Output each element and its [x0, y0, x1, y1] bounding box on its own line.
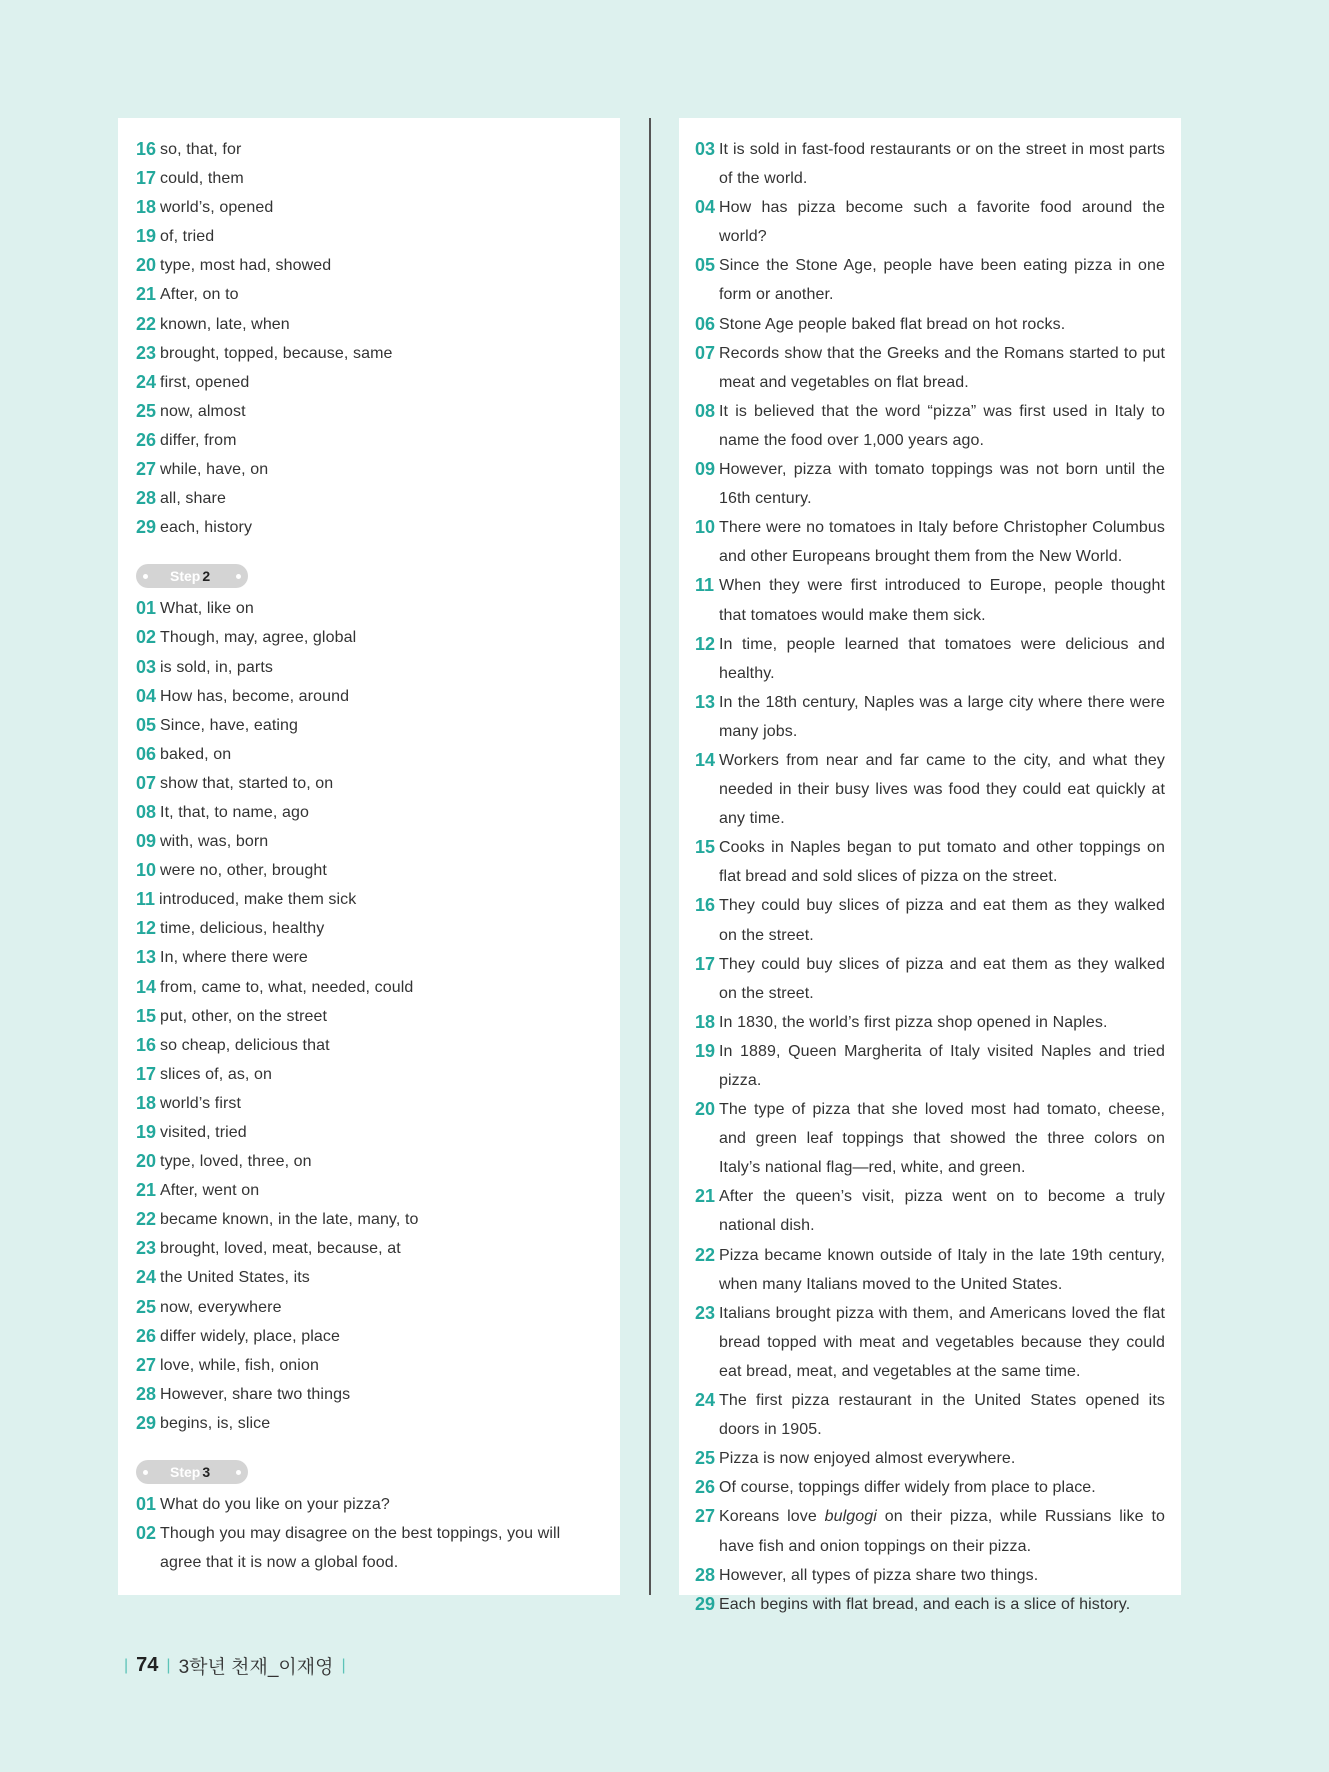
list-item — [695, 950, 1165, 1008]
badge-dot-icon — [236, 1470, 241, 1475]
item-number: 20 — [695, 1099, 716, 1120]
list-item — [136, 339, 602, 368]
item-number: 01 — [136, 1494, 157, 1515]
item-number: 25 — [695, 1448, 716, 1469]
item-text: What, like on — [160, 600, 254, 618]
item-text: while, have, on — [160, 461, 269, 479]
item-text: the United States, its — [160, 1269, 310, 1287]
item-number: 24 — [136, 1267, 157, 1288]
footer-separator: | — [166, 1656, 171, 1674]
item-text: now, almost — [160, 402, 246, 420]
item-text: Each begins with flat bread, and each is a slice of history. — [719, 1595, 1131, 1613]
item-number: 10 — [695, 517, 716, 538]
item-number: 26 — [695, 1477, 716, 1498]
list-item — [695, 397, 1165, 455]
item-number: 13 — [695, 691, 716, 712]
footer-separator: | — [124, 1656, 129, 1674]
item-number: 21 — [136, 1180, 157, 1201]
item-number: 21 — [136, 284, 157, 305]
item-number: 28 — [136, 488, 157, 509]
list-item — [136, 943, 602, 972]
item-text: After, went on — [160, 1182, 260, 1200]
item-number: 24 — [695, 1390, 716, 1411]
item-text: When they were first introduced to Europe, people thought that tomatoes would make them sick. — [719, 577, 1165, 624]
list-item — [695, 135, 1165, 193]
list-item — [136, 885, 602, 914]
list-item — [695, 1095, 1165, 1182]
item-number: 29 — [695, 1593, 716, 1614]
item-text: Cooks in Naples began to put tomato and other toppings on flat bread and sold slices of pizza on the street. — [719, 839, 1165, 886]
item-text: Italians brought pizza with them, and Americans loved the flat bread topped with meat and vegetables because they could eat bread, meat, and vegetables at the same time. — [719, 1304, 1165, 1380]
list-item — [136, 1351, 602, 1380]
item-text: Records show that the Greeks and the Romans started to put meat and vegetables on flat bread. — [719, 344, 1165, 391]
item-number: 19 — [136, 1122, 157, 1142]
item-text-part: Koreans love — [719, 1508, 825, 1526]
list-item — [136, 653, 602, 682]
list-item — [695, 1241, 1165, 1299]
list-item — [136, 1519, 602, 1577]
answer-list-step2 — [136, 594, 602, 1438]
item-number: 04 — [695, 197, 716, 218]
item-number: 18 — [136, 1092, 157, 1113]
list-item — [136, 623, 602, 652]
item-text: In the 18th century, Naples was a large city where there were many jobs. — [719, 693, 1165, 740]
item-number: 22 — [695, 1244, 716, 1265]
list-item — [695, 746, 1165, 833]
list-item — [695, 251, 1165, 309]
item-text: so cheap, delicious that — [160, 1036, 330, 1054]
item-number: 17 — [136, 1063, 157, 1084]
item-text: How has, become, around — [160, 687, 350, 705]
step-number: 2 — [202, 568, 211, 585]
item-number: 06 — [695, 313, 716, 334]
item-number: 28 — [136, 1383, 157, 1404]
item-number: 25 — [136, 1296, 157, 1317]
list-item — [695, 1473, 1165, 1502]
list-item — [136, 1176, 602, 1205]
item-text: Pizza became known outside of Italy in the late 19th century, when many Italians moved to the United States. — [719, 1246, 1165, 1293]
item-number: 17 — [136, 168, 157, 189]
list-item — [695, 1386, 1165, 1444]
item-text: In 1889, Queen Margherita of Italy visited Naples and tried pizza. — [719, 1042, 1165, 1089]
item-number: 03 — [695, 139, 716, 159]
list-item — [695, 1182, 1165, 1240]
step-label: Step — [170, 1464, 201, 1481]
badge-dot-icon — [236, 574, 241, 579]
item-text: begins, is, slice — [160, 1414, 271, 1432]
list-item — [136, 193, 602, 222]
item-number: 08 — [695, 400, 716, 421]
item-text: Pizza is now enjoyed almost everywhere. — [719, 1450, 1016, 1468]
list-item — [136, 251, 602, 280]
list-item — [136, 740, 602, 769]
item-text: Though you may disagree on the best toppings, you will agree that it is now a global food. — [160, 1525, 561, 1572]
item-text: put, other, on the street — [160, 1007, 328, 1025]
list-item — [136, 711, 602, 740]
list-item — [695, 193, 1165, 251]
list-item — [136, 455, 602, 484]
item-text: brought, loved, meat, because, at — [160, 1240, 401, 1258]
item-number: 26 — [136, 429, 157, 450]
page-footer — [116, 1652, 354, 1679]
column-divider — [649, 118, 651, 1595]
item-text: After the queen’s visit, pizza went on to become a truly national dish. — [719, 1188, 1165, 1235]
item-number: 08 — [136, 801, 157, 822]
list-item — [695, 1008, 1165, 1037]
item-text: However, all types of pizza share two things. — [719, 1566, 1039, 1584]
item-number: 20 — [136, 255, 157, 276]
list-item — [695, 1444, 1165, 1473]
right-answer-panel — [679, 118, 1181, 1614]
list-item — [695, 571, 1165, 629]
item-text: could, them — [160, 170, 244, 188]
item-text: After, on to — [160, 286, 239, 304]
list-item — [136, 594, 602, 623]
item-text: Though, may, agree, global — [160, 629, 357, 647]
item-text: In 1830, the world’s first pizza shop opened in Naples. — [719, 1013, 1108, 1031]
item-text: However, pizza with tomato toppings was not born until the 16th century. — [719, 461, 1165, 508]
list-item — [136, 1147, 602, 1176]
item-number: 14 — [695, 749, 716, 770]
item-number: 27 — [136, 1354, 157, 1375]
item-number: 02 — [136, 627, 157, 648]
item-text: What do you like on your pizza? — [160, 1496, 390, 1514]
list-item — [136, 827, 602, 856]
left-answer-panel — [118, 118, 620, 1595]
list-item — [695, 455, 1165, 513]
list-item — [695, 1502, 1165, 1560]
list-item — [136, 914, 602, 943]
item-number: 26 — [136, 1325, 157, 1346]
item-text: The type of pizza that she loved most had tomato, cheese, and green leaf toppings that showed the three colors on Italy’s national flag—red, white, and green. — [719, 1101, 1165, 1177]
list-item — [136, 856, 602, 885]
item-text: In time, people learned that tomatoes were delicious and healthy. — [719, 635, 1165, 682]
item-text: visited, tried — [160, 1124, 247, 1141]
item-number: 07 — [136, 772, 157, 793]
list-item — [695, 630, 1165, 688]
item-text: How has pizza become such a favorite food around the world? — [719, 199, 1165, 246]
list-item — [136, 368, 602, 397]
item-text: In, where there were — [160, 949, 308, 967]
item-number: 04 — [136, 685, 157, 706]
item-number: 23 — [136, 1238, 157, 1259]
item-text: world’s first — [160, 1094, 242, 1112]
item-text: slices of, as, on — [160, 1065, 273, 1083]
badge-dot-icon — [143, 1470, 148, 1475]
item-text-part: on their pizza, while Russians like to have fish and onion toppings on their pizza. — [719, 1508, 1165, 1555]
item-text: However, share two things — [160, 1385, 351, 1403]
item-text: The first pizza restaurant in the United States opened its doors in 1905. — [719, 1392, 1165, 1439]
item-text: all, share — [160, 490, 226, 508]
item-text: is sold, in, parts — [160, 658, 273, 676]
list-item — [136, 513, 602, 542]
list-item — [695, 339, 1165, 397]
item-text: known, late, when — [160, 315, 290, 333]
item-number: 14 — [136, 976, 157, 997]
step-label: Step — [170, 568, 201, 585]
list-item — [136, 426, 602, 455]
list-item — [695, 891, 1165, 949]
item-number: 10 — [136, 860, 157, 881]
item-text: It, that, to name, ago — [160, 803, 309, 821]
item-number: 23 — [695, 1302, 716, 1323]
list-item — [136, 769, 602, 798]
list-item — [695, 1561, 1165, 1590]
item-text: world’s, opened — [160, 199, 274, 217]
list-item — [136, 1118, 602, 1147]
item-text: brought, topped, because, same — [160, 344, 393, 362]
list-item — [136, 1409, 602, 1438]
item-number: 16 — [695, 895, 716, 916]
item-number: 29 — [136, 1412, 157, 1433]
item-text: became known, in the late, many, to — [160, 1211, 419, 1229]
item-text: They could buy slices of pizza and eat them as they walked on the street. — [719, 897, 1165, 944]
item-number: 22 — [136, 313, 157, 334]
item-number: 18 — [136, 197, 157, 218]
list-item — [136, 164, 602, 193]
item-text: so, that, for — [160, 141, 242, 158]
step-2-badge — [136, 564, 248, 588]
step-3-badge — [136, 1460, 248, 1484]
list-item — [136, 1490, 602, 1519]
list-item — [136, 1089, 602, 1118]
item-number: 15 — [695, 837, 716, 858]
answer-list-step1 — [136, 135, 602, 542]
item-number: 03 — [136, 656, 157, 677]
item-text: love, while, fish, onion — [160, 1356, 319, 1374]
list-item — [136, 1322, 602, 1351]
list-item — [136, 1234, 602, 1263]
item-number: 23 — [136, 342, 157, 363]
list-item — [695, 513, 1165, 571]
item-text: Since the Stone Age, people have been eating pizza in one form or another. — [719, 257, 1165, 304]
item-text: They could buy slices of pizza and eat them as they walked on the street. — [719, 955, 1165, 1002]
item-number: 21 — [695, 1186, 716, 1207]
item-number: 07 — [695, 342, 716, 363]
item-number: 17 — [695, 953, 716, 974]
item-text: were no, other, brought — [160, 862, 327, 880]
list-item — [695, 310, 1165, 339]
item-number: 28 — [695, 1564, 716, 1585]
list-item — [136, 1031, 602, 1060]
list-item — [136, 222, 602, 251]
item-text: Of course, toppings differ widely from place to place. — [719, 1479, 1096, 1497]
item-number: 01 — [136, 598, 157, 619]
list-item — [136, 1263, 602, 1292]
list-item — [695, 1299, 1165, 1386]
item-number: 29 — [136, 517, 157, 538]
item-number: 05 — [136, 714, 157, 735]
item-text: It is believed that the word “pizza” was first used in Italy to name the food over 1,000 years ago. — [719, 402, 1165, 449]
item-text: from, came to, what, needed, could — [160, 978, 414, 996]
item-number: 16 — [136, 139, 157, 159]
page-number: 74 — [136, 1654, 159, 1676]
item-number: 11 — [136, 889, 156, 910]
item-number: 16 — [136, 1034, 157, 1055]
list-item — [136, 682, 602, 711]
badge-dot-icon — [143, 574, 148, 579]
item-text: baked, on — [160, 745, 232, 763]
item-text: each, history — [160, 519, 253, 537]
book-title: 3학년 천재_이재영 — [178, 1657, 334, 1678]
list-item — [136, 310, 602, 339]
item-number: 12 — [695, 633, 716, 654]
item-text: There were no tomatoes in Italy before Christopher Columbus and other Europeans brought them from the New World. — [719, 519, 1165, 566]
answer-list-step3 — [136, 1490, 602, 1577]
item-number: 22 — [136, 1209, 157, 1230]
item-text: now, everywhere — [160, 1298, 282, 1316]
item-number: 11 — [695, 575, 715, 596]
item-text-italic: bulgogi — [824, 1508, 877, 1526]
item-number: 05 — [695, 255, 716, 276]
item-number: 27 — [695, 1506, 716, 1527]
list-item — [695, 1590, 1165, 1619]
sentence-list — [695, 135, 1165, 1619]
item-text: Since, have, eating — [160, 716, 299, 734]
item-number: 24 — [136, 371, 157, 392]
item-text: type, most had, showed — [160, 257, 332, 275]
item-number: 06 — [136, 743, 157, 764]
item-text: introduced, make them sick — [159, 891, 357, 909]
list-item — [136, 1380, 602, 1409]
item-text: with, was, born — [160, 833, 269, 851]
list-item — [136, 973, 602, 1002]
list-item — [136, 798, 602, 827]
item-number: 02 — [136, 1523, 157, 1544]
item-text: first, opened — [160, 373, 250, 391]
item-number: 18 — [695, 1011, 716, 1032]
item-text: Stone Age people baked flat bread on hot rocks. — [719, 315, 1066, 333]
list-item — [695, 833, 1165, 891]
item-text: show that, started to, on — [160, 774, 334, 792]
item-number: 15 — [136, 1005, 157, 1026]
list-item — [136, 135, 602, 164]
list-item — [136, 1293, 602, 1322]
item-text: time, delicious, healthy — [160, 920, 325, 938]
item-number: 09 — [136, 831, 157, 852]
item-number: 12 — [136, 918, 157, 939]
item-text: type, loved, three, on — [160, 1153, 312, 1171]
list-item — [136, 484, 602, 513]
item-text: differ, from — [160, 431, 237, 449]
item-number: 13 — [136, 947, 157, 968]
item-text: Workers from near and far came to the city, and what they needed in their busy lives was food they could eat quickly at any time. — [719, 751, 1165, 828]
list-item — [136, 397, 602, 426]
item-text: differ widely, place, place — [160, 1327, 341, 1345]
list-item — [136, 1002, 602, 1031]
list-item — [136, 280, 602, 309]
item-number: 25 — [136, 400, 157, 421]
item-number: 19 — [136, 226, 157, 247]
item-text: of, tried — [160, 228, 215, 246]
item-number: 27 — [136, 459, 157, 480]
item-number: 19 — [695, 1040, 716, 1061]
list-item — [136, 1060, 602, 1089]
step-number: 3 — [202, 1464, 211, 1481]
item-text — [719, 1502, 1165, 1560]
list-item — [136, 1205, 602, 1234]
list-item — [695, 688, 1165, 746]
footer-separator: | — [341, 1656, 346, 1674]
item-text: It is sold in fast-food restaurants or on the street in most parts of the world. — [719, 141, 1165, 188]
item-number: 09 — [695, 459, 716, 480]
item-number: 20 — [136, 1151, 157, 1172]
list-item — [695, 1037, 1165, 1095]
